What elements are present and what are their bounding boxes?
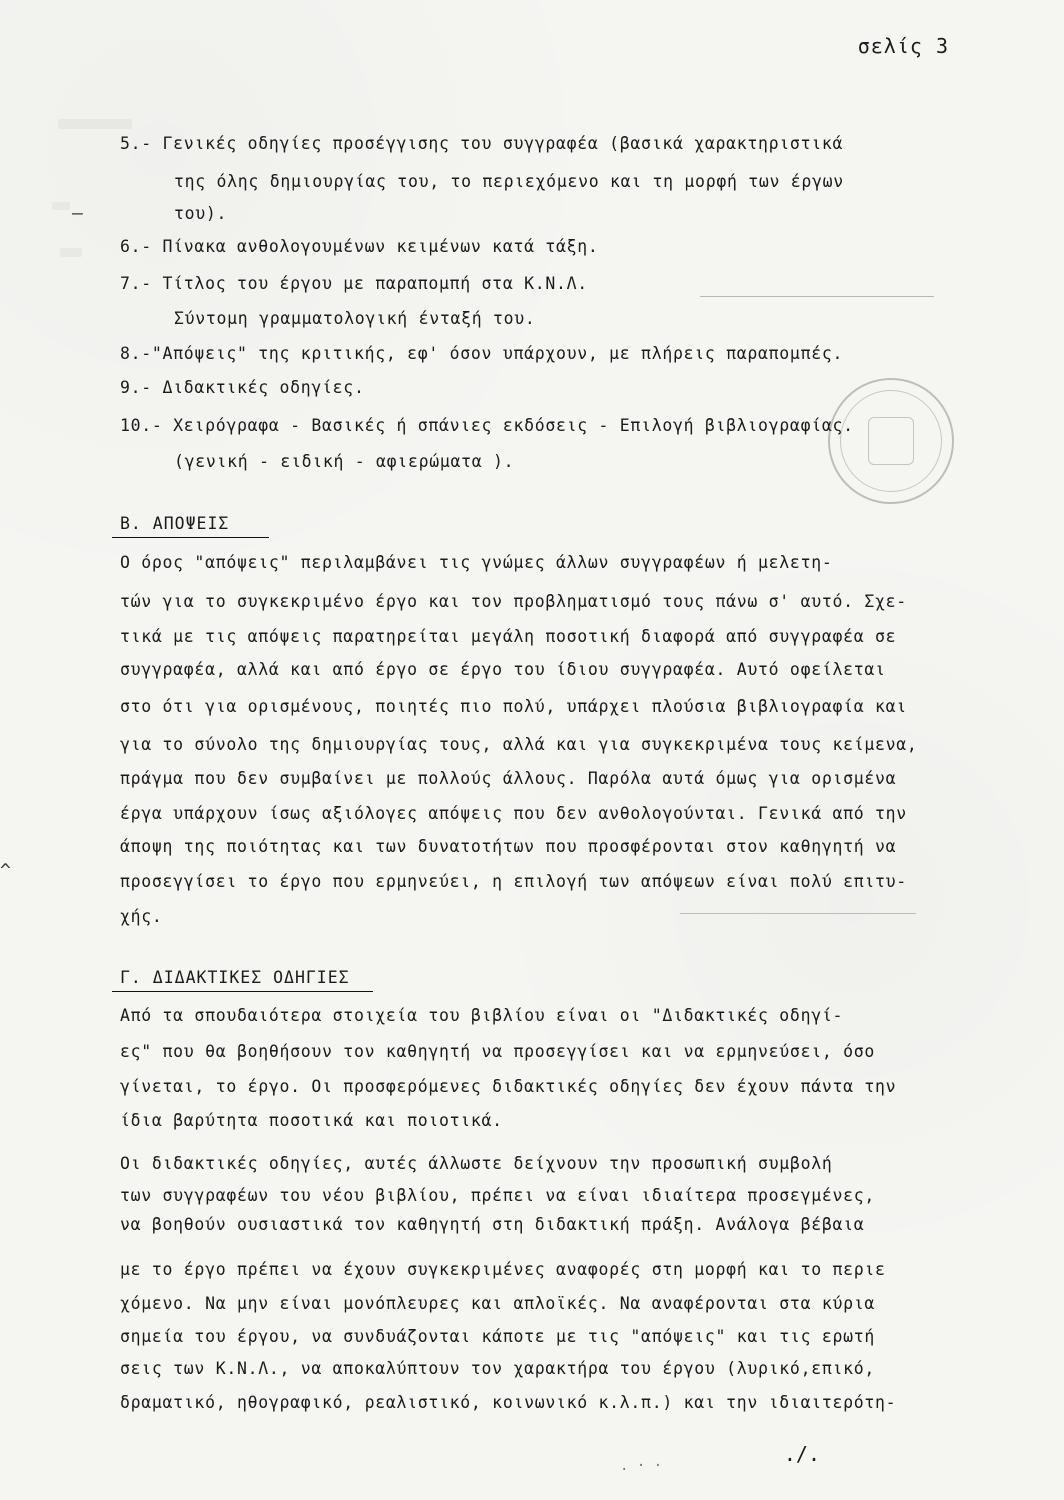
list-item: 6.- Πίνακα ανθολογουμένων κειμένων κατά τάξη. xyxy=(120,237,599,256)
faint-rule xyxy=(700,296,934,297)
section-heading-c: Γ. ΔΙΔΑΚΤΙΚΕΣ ΟΔΗΓΙΕΣ xyxy=(120,968,350,987)
list-item: 7.- Τίτλος του έργου με παραπομπή στα Κ.Ν.Λ. xyxy=(120,274,588,293)
paragraph-line: ες" που θα βοηθήσουν τον καθηγητή να προσεγγίσει και να ερμηνεύσει, όσο xyxy=(120,1042,876,1061)
paragraph-line: ίδια βαρύτητα ποσοτικά και ποιοτικά. xyxy=(120,1111,503,1130)
paragraph-line: σημεία του έργου, να συνδυάζονται κάποτε με τις "απόψεις" και τις ερωτή xyxy=(120,1327,876,1346)
faint-rule xyxy=(680,913,916,914)
official-stamp xyxy=(828,378,954,504)
list-item-continuation: (γενική - ειδική - αφιερώματα ). xyxy=(174,452,515,471)
paragraph-line: έργα υπάρχουν ίσως αξιόλογες απόψεις που δεν ανθολογούνται. Γενικά από την xyxy=(120,804,907,823)
margin-mark: ^ xyxy=(0,860,11,881)
paragraph-line: συγγραφέα, αλλά και από έργο σε έργο του ίδιου συγγραφέα. Αυτό οφείλεται xyxy=(120,660,886,679)
bleed-through-mark xyxy=(58,119,132,129)
bottom-specks: . · · xyxy=(620,1458,663,1474)
bleed-through-mark xyxy=(52,202,70,210)
paragraph-line: δραματικό, ηθογραφικό, ρεαλιστικό, κοινωνικό κ.λ.π.) και την ιδιαιτερότη- xyxy=(120,1393,897,1412)
paragraph-line: τών για το συγκεκριμένο έργο και τον προβληματισμό τους πάνω σ' αυτό. Σχε- xyxy=(120,592,907,611)
continuation-mark: ./. xyxy=(783,1442,820,1466)
paragraph-line: για το σύνολο της δημιουργίας τους, αλλά και για συγκεκριμένα τους κείμενα, xyxy=(120,735,918,754)
paragraph-line: στο ότι για ορισμένους, ποιητές πιο πολύ, υπάρχει πλούσια βιβλιογραφία και xyxy=(120,697,907,716)
list-item-continuation: του). xyxy=(174,204,228,223)
stamp-emblem xyxy=(868,417,914,465)
list-item: 5.- Γενικές οδηγίες προσέγγισης του συγγραφέα (βασικά χαρακτηριστικά xyxy=(120,134,844,153)
paragraph-line: Από τα σπουδαιότερα στοιχεία του βιβλίου είναι οι "Διδακτικές οδηγί- xyxy=(120,1006,844,1025)
paragraph-line: πράγμα που δεν συμβαίνει με πολλούς άλλους. Παρόλα αυτά όμως για ορισμένα xyxy=(120,769,897,788)
paragraph-line: των συγγραφέων του νέου βιβλίου, πρέπει να είναι ιδιαίτερα προσεγμένες, xyxy=(120,1186,876,1205)
paragraph-line: να βοηθούν ουσιαστικά τον καθηγητή στη διδακτική πράξη. Ανάλογα βέβαια xyxy=(120,1215,865,1234)
list-item-continuation: Σύντομη γραμματολογική ένταξή του. xyxy=(174,309,536,328)
paragraph-line: Ο όρος "απόψεις" περιλαμβάνει τις γνώμες άλλων συγγραφέων ή μελετη- xyxy=(120,553,833,572)
list-item: 10.- Χειρόγραφα - Βασικές ή σπάνιες εκδόσεις - Επιλογή βιβλιογραφίας. xyxy=(120,416,854,435)
paragraph-line: γίνεται, το έργο. Οι προσφερόμενες διδακτικές οδηγίες δεν έχουν πάντα την xyxy=(120,1077,897,1096)
paragraph-line: χόμενο. Να μην είναι μονόπλευρες και απλοϊκές. Να αναφέρονται στα κύρια xyxy=(120,1294,876,1313)
list-item: 9.- Διδακτικές οδηγίες. xyxy=(120,378,365,397)
paragraph-line: τικά με τις απόψεις παρατηρείται μεγάλη ποσοτική διαφορά από συγγραφέα σε xyxy=(120,627,897,646)
paragraph-line: άποψη της ποιότητας και των δυνατοτήτων που προσφέρονται στον καθηγητή να xyxy=(120,837,897,856)
page-number: σελίς 3 xyxy=(857,34,949,58)
bleed-through-mark xyxy=(60,248,82,257)
paragraph-line: προσεγγίσει το έργο που ερμηνεύει, η επιλογή των απόψεων είναι πολύ επιτυ- xyxy=(120,872,907,891)
list-item-continuation: της όλης δημιουργίας του, το περιεχόμενο και τη μορφή των έργων xyxy=(174,172,844,191)
paragraph-line: σεις των Κ.Ν.Λ., να αποκαλύπτουν τον χαρακτήρα του έργου (λυρικό,επικό, xyxy=(120,1359,876,1378)
paragraph-line: Οι διδακτικές οδηγίες, αυτές άλλωστε δείχνουν την προσωπική συμβολή xyxy=(120,1154,833,1173)
margin-mark: — xyxy=(72,203,83,224)
paragraph-line: με το έργο πρέπει να έχουν συγκεκριμένες αναφορές στη μορφή και το περιε xyxy=(120,1260,886,1279)
paragraph-line: χής. xyxy=(120,907,163,926)
section-heading-b: Β. ΑΠΟΨΕΙΣ xyxy=(120,514,230,533)
list-item: 8.-"Απόψεις" της κριτικής, εφ' όσον υπάρχουν, με πλήρεις παραπομπές. xyxy=(120,344,844,363)
